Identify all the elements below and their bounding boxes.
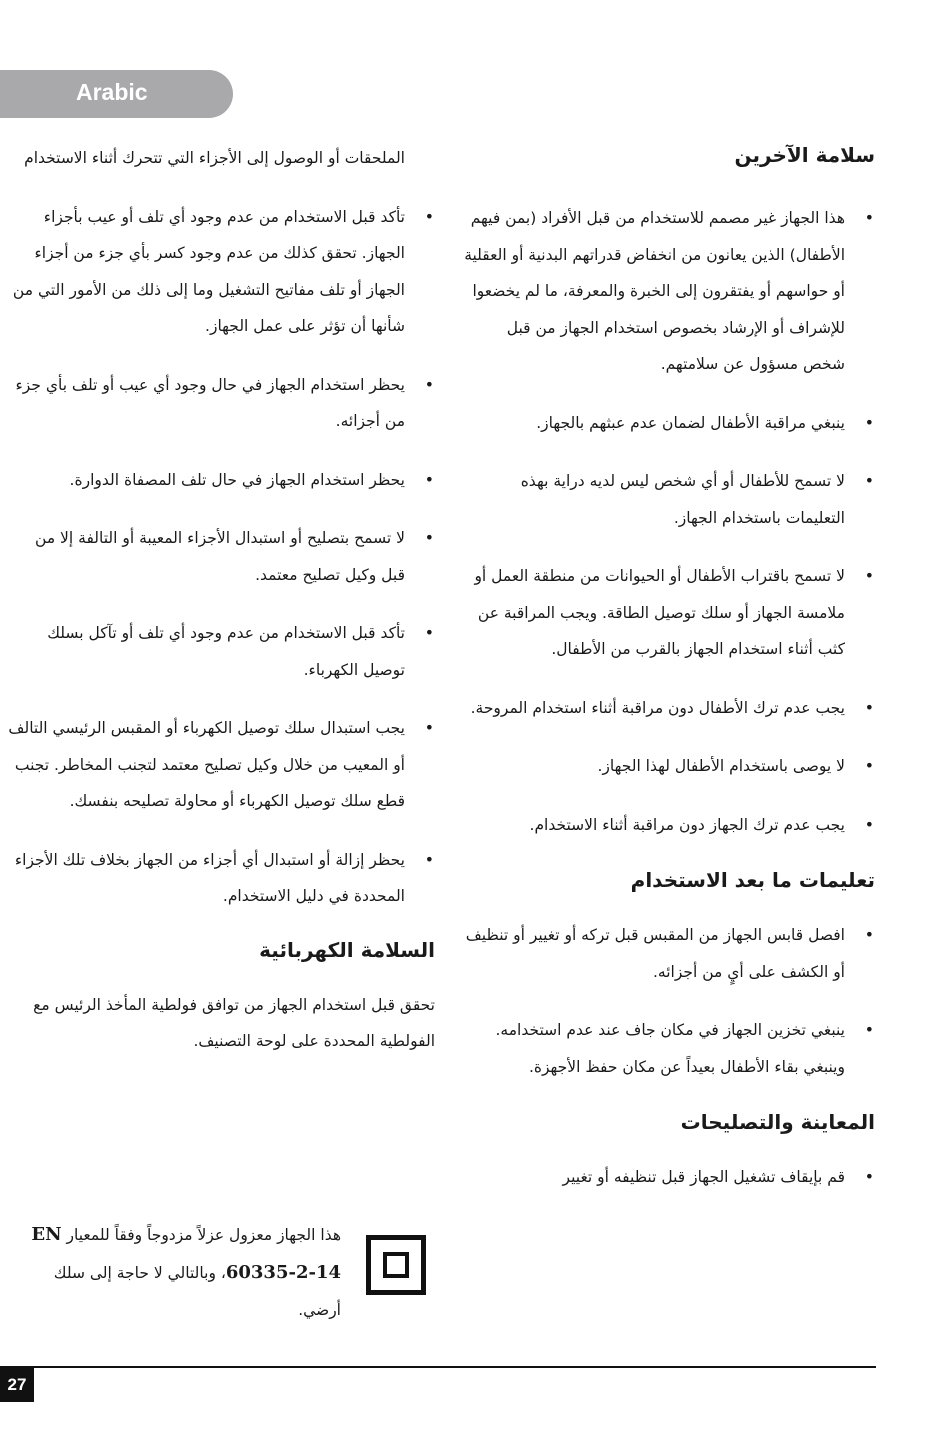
- after-use-list: [460, 917, 875, 1085]
- standard-code: EN 60335-2-14: [31, 1224, 341, 1283]
- inspection-heading: المعاينة والتصليحات: [680, 1110, 875, 1134]
- list-item: • افصل قابس الجهاز من المقبس قبل تركه أو تغيير أو تنظيف أو الكشف على أيٍ من أجزائه.: [460, 917, 875, 990]
- double-insulation-icon: [366, 1235, 426, 1295]
- list-item: • يحظر إزالة أو استبدال أي أجزاء من الجهاز بخلاف تلك الأجزاء المحددة في دليل الاستخدام.: [8, 842, 435, 915]
- list-item: • ينبغي تخزين الجهاز في مكان جاف عند عدم استخدامه. وينبغي بقاء الأطفال بعيداً عن مكان حفظ الأجهزة.: [460, 1012, 875, 1085]
- insulation-statement: [8, 1216, 341, 1329]
- continuation-text: الملحقات أو الوصول إلى الأجزاء التي تتحرك أثناء الاستخدام: [24, 149, 405, 167]
- inspection-list: [460, 1159, 875, 1196]
- list-item: • يحظر استخدام الجهاز في حال تلف المصفاة الدوارة.: [8, 462, 435, 499]
- language-tab-label: Arabic: [76, 79, 148, 105]
- left-column: [8, 140, 435, 1059]
- list-item: • ينبغي مراقبة الأطفال لضمان عدم عبثهم بالجهاز.: [460, 405, 875, 442]
- after-use-heading: تعليمات ما بعد الاستخدام: [630, 868, 875, 892]
- list-item: • يجب استبدال سلك توصيل الكهرباء أو المقبس الرئيسي التالف أو المعيب من خلال وكيل تصليح معتمد لتجنب المخاطر. تجنب قطع سلك توصيل الكهرباء أو محاولة تصليحه بنفسك.: [8, 710, 435, 820]
- list-item: • تأكد قبل الاستخدام من عدم وجود أي تلف أو عيب بأجزاء الجهاز. تحقق كذلك من عدم وجود كسر بأي جزء من أجزاء الجهاز أو تلف مفاتيح التشغيل وما إلى ذلك من الأمور التي من شأنها أن تؤثر على عمل الجهاز.: [8, 199, 435, 345]
- list-item: • لا تسمح بتصليح أو استبدال الأجزاء المعيبة أو التالفة إلا من قبل وكيل تصليح معتمد.: [8, 520, 435, 593]
- list-item: • لا تسمح باقتراب الأطفال أو الحيوانات من منطقة العمل أو ملامسة الجهاز أو سلك توصيل الطاقة. ويجب المراقبة عن كثب أثناء استخدام الجهاز بالقرب من الأطفال.: [460, 558, 875, 668]
- list-item: • لا تسمح للأطفال أو أي شخص ليس لديه دراية بهذه التعليمات باستخدام الجهاز.: [460, 463, 875, 536]
- insulation-text-after: ، وبالتالي لا حاجة إلى سلك أرضي.: [53, 1264, 341, 1319]
- left-list: [8, 199, 435, 915]
- list-item: • يحظر استخدام الجهاز في حال وجود أي عيب أو تلف بأي جزء من أجزائه.: [8, 367, 435, 440]
- list-item: • يجب عدم ترك الجهاز دون مراقبة أثناء الاستخدام.: [460, 807, 875, 844]
- double-insulation-inner-square: [383, 1252, 409, 1278]
- insulation-text-before: هذا الجهاز معزول عزلاً مزدوجاً وفقاً للمعيار: [66, 1226, 341, 1244]
- footer-divider: [0, 1366, 876, 1368]
- language-tab: [0, 70, 233, 118]
- page-number: 27: [0, 1368, 34, 1402]
- safety-of-others-list: [460, 200, 875, 843]
- list-item: • يجب عدم ترك الأطفال دون مراقبة أثناء استخدام المروحة.: [460, 690, 875, 727]
- list-item: • قم بإيقاف تشغيل الجهاز قبل تنظيفه أو تغيير: [460, 1159, 875, 1196]
- right-column: [460, 140, 875, 1196]
- electrical-safety-text: تحقق قبل استخدام الجهاز من توافق فولطية المأخذ الرئيس مع الفولطية المحددة على لوحة التصنيف.: [33, 995, 435, 1050]
- list-item: • لا يوصى باستخدام الأطفال لهذا الجهاز.: [460, 748, 875, 785]
- electrical-safety-heading: السلامة الكهربائية: [259, 937, 435, 962]
- list-item: • تأكد قبل الاستخدام من عدم وجود أي تلف أو تآكل بسلك توصيل الكهرباء.: [8, 615, 435, 688]
- safety-of-others-heading: سلامة الآخرين: [734, 143, 875, 167]
- list-item: • هذا الجهاز غير مصمم للاستخدام من قبل الأفراد (بمن فيهم الأطفال) الذين يعانون من انخفاض قدراتهم البدنية أو العقلية أو حواسهم أو يفتقرون إلى الخبرة والمعرفة، ما لم يخضعوا للإشراف أو الإرشاد بخصوص استخدام الجهاز من قبل شخص مسؤول عن سلامتهم.: [460, 200, 875, 383]
